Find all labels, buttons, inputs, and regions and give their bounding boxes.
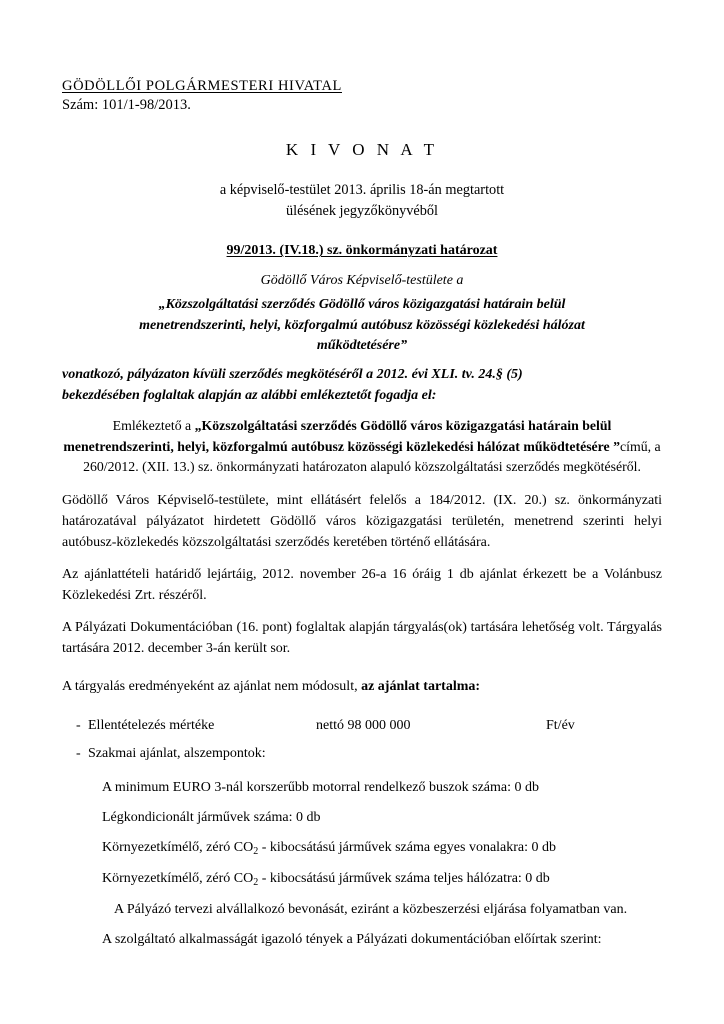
contract-title (62, 295, 662, 356)
contract-title-line-1: „Közszolgáltatási szerződés Gödöllő város közigazgatási határain belül (158, 297, 566, 313)
paragraph-1: Gödöllő Város Képviselő-testülete, mint ellátásért felelős a 184/2012. (IX. 20.) sz. önkormányzati határozatával pályázatot hirdetett Gödöllő város közigazgatási területén, menetrend szerinti helyi autóbusz-közlekedés közszolgáltatási szerződés keretében történő ellátására. (62, 492, 662, 550)
offer-row-unit: Ft/év (546, 717, 575, 733)
offer-list (62, 715, 662, 764)
offer-row-label: Ellentételezés mértéke (88, 717, 215, 733)
reminder-tail: című, a 260/2012. (XII. 13.) sz. önkormányzati határozaton alapuló közszolgáltatási szerződés megkötéséről. (83, 438, 661, 475)
office-header: GÖDÖLLŐI POLGÁRMESTERI HIVATAL (62, 78, 342, 94)
offer-row-value: nettó 98 000 000 (316, 717, 411, 733)
legal-reference-line-2: bekezdésében foglaltak alapján az alábbi emlékeztetőt fogadja el: (62, 388, 437, 404)
paragraph-3: A Pályázati Dokumentációban (16. pont) foglaltak alapján tárgyalás(ok) tartására lehetőség volt. Tárgyalás tartására 2012. december 3-án került sor. (62, 619, 662, 656)
document-title: K I V O N A T (285, 140, 439, 159)
session-line-2: ülésének jegyzőkönyvéből (285, 202, 439, 219)
closing-paragraph-1: A Pályázó tervezi alvállalkozó bevonását, eziránt a közbeszerzési eljárása folyamatban van. (114, 901, 628, 917)
contract-title-line-2: menetrendszerinti, helyi, közforgalmú autóbusz közösségi közlekedési hálózat (139, 317, 585, 333)
offer-row-dash: - (76, 717, 81, 733)
paragraph-2: Az ajánlattételi határidő lejártáig, 2012. november 26-a 16 óráig 1 db ajánlat érkezett be a Volánbusz Közlekedési Zrt. részéről. (62, 566, 662, 603)
document-number: Szám: 101/1-98/2013. (62, 97, 191, 113)
resolution-id: 99/2013. (IV.18.) sz. önkormányzati határozat (226, 243, 498, 259)
sub-line-zero-emission-lines: Környezetkímélő, zéró $CO_2$ - kibocsátású járművek száma egyes vonalakra: 0 db (102, 839, 557, 857)
offer-intro (62, 679, 662, 695)
reminder-lead: Emlékeztető a (112, 418, 195, 434)
sub-line-euro3: A minimum EURO 3-nál korszerűbb motorral rendelkező buszok száma: 0 db (102, 779, 540, 795)
closing-paragraph-2: A szolgáltató alkalmasságát igazoló tények a Pályázati dokumentációban előírtak szerint: (102, 931, 602, 947)
offer-row (62, 715, 662, 736)
sub-line-zero-emission-network: Környezetkímélő, zéró $CO_2$ - kibocsátású járművek száma teljes hálózatra: 0 db (102, 870, 550, 888)
session-line-1: a képviselő-testület 2013. április 18-án megtartott (219, 182, 505, 198)
resolution-author: Gödöllő Város Képviselő-testülete a (260, 273, 464, 289)
offer-row (62, 743, 662, 764)
contract-title-line-3: működtetésére” (316, 338, 408, 354)
reminder-bold: „Közszolgáltatási szerződés Gödöllő város közigazgatási határain belül menetrendszerinti, helyi, közforgalmú autóbusz közösségi közlekedési hálózat működtetésére ” (63, 418, 621, 454)
offer-row-label: Szakmai ajánlat, alszempontok: (88, 745, 266, 761)
offer-intro-bold: az ajánlat tartalma: (361, 678, 481, 694)
reminder-block (62, 416, 662, 477)
sub-line-aircon: Légkondicionált járművek száma: 0 db (102, 809, 321, 825)
legal-reference-line-1: vonatkozó, pályázaton kívüli szerződés megkötéséről a 2012. évi XLI. tv. 24.§ (5) (62, 367, 523, 383)
legal-reference (62, 364, 662, 406)
offer-intro-prefix: A tárgyalás eredményeként az ajánlat nem módosult, (62, 678, 362, 694)
offer-row-dash: - (76, 745, 81, 761)
